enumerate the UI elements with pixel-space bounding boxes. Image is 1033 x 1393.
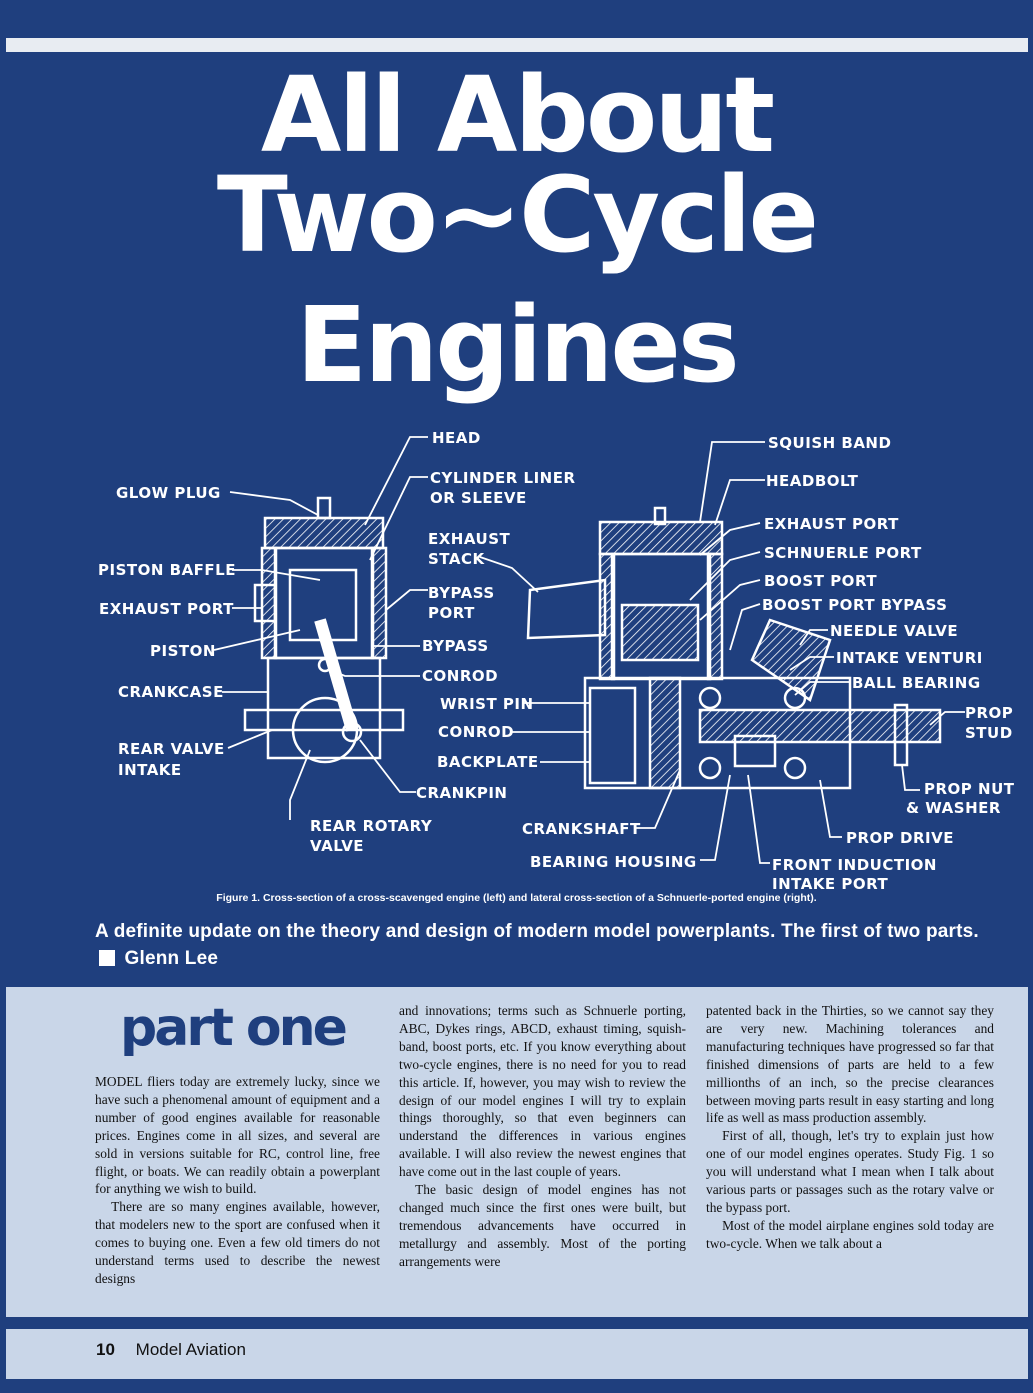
article-column-1 (95, 1073, 380, 1288)
label-front-induction: FRONT INDUCTION (772, 856, 937, 874)
paragraph: patented back in the Thirties, so we cannot say they are very new. Machining tolerances and manufacturing techniques have progressed so far that finished dimensions of parts are held to a few millionths of an inch, so the precise clearances between moving parts result in easy starting and long life as well as mass production assembly. (706, 1003, 994, 1126)
label-intake-venturi: INTAKE VENTURI (836, 649, 983, 667)
label-conrod-left: CONROD (422, 667, 499, 685)
paragraph: MODEL fliers today are extremely lucky, since we have such a phenomenal amount of equipment and a number of good engines available for reasonable prices. Engines come in all sizes, and several are sold in versions suitable for RC, control line, free flight, or boats. We can readily obtain a powerplant for anything we wish to build. (95, 1074, 380, 1197)
cross-scavenged-engine-drawing (245, 498, 403, 762)
engine-cross-section-diagram (0, 420, 1033, 900)
label-boost-port: BOOST PORT (764, 572, 878, 590)
paragraph: The basic design of model engines has not changed much since the first ones were built, but tremendous advancements have occurred in metallurgy and assembly. Most of the porting arrangements were (399, 1182, 686, 1269)
label-conrod-right: CONROD (438, 723, 515, 741)
figure-caption: Figure 1. Cross-section of a cross-scavenged engine (left) and lateral cross-section of a Schnuerle-ported engine (right). (216, 892, 817, 904)
label-piston: PISTON (150, 642, 216, 660)
label-rear-valve-intake: REAR VALVE (118, 740, 225, 758)
label-schnuerle-port: SCHNUERLE PORT (764, 544, 922, 562)
label-rear-valve-intake-2: INTAKE (118, 761, 182, 779)
deck-text: A definite update on the theory and design of modern model powerplants. The first of two parts. (95, 921, 979, 942)
label-head: HEAD (432, 429, 481, 447)
label-glow-plug: GLOW PLUG (116, 484, 221, 502)
title-line-1: All About (260, 54, 773, 176)
label-ball-bearing: BALL BEARING (852, 674, 981, 692)
label-bearing-housing: BEARING HOUSING (530, 853, 697, 871)
article-deck (95, 918, 1005, 972)
paragraph: Most of the model airplane engines sold today are two-cycle. When we talk about a (706, 1217, 994, 1251)
label-bypass: BYPASS (422, 637, 489, 655)
label-bypass-port-2: PORT (428, 604, 475, 622)
label-wrist-pin: WRIST PIN (440, 695, 534, 713)
label-backplate: BACKPLATE (437, 753, 539, 771)
article-column-2 (399, 1002, 686, 1271)
label-prop-nut-2: & WASHER (906, 799, 1001, 817)
title-line-2: Two~Cycle (216, 154, 817, 276)
label-exhaust-port-left: EXHAUST PORT (99, 600, 234, 618)
label-crankpin: CRANKPIN (416, 784, 508, 802)
top-strip (6, 38, 1028, 52)
deck-author: Glenn Lee (124, 948, 219, 969)
label-rear-rotary-valve-2: VALVE (310, 837, 365, 855)
label-needle-valve: NEEDLE VALVE (830, 622, 959, 640)
title-line-3: Engines (296, 284, 737, 406)
label-crankcase: CRANKCASE (118, 683, 224, 701)
label-cylinder-liner-2: OR SLEEVE (430, 489, 527, 507)
label-front-induction-2: INTAKE PORT (772, 875, 889, 893)
page-footer (96, 1340, 246, 1360)
label-piston-baffle: PISTON BAFFLE (98, 561, 236, 579)
part-one-heading: part one (120, 998, 345, 1058)
label-exhaust-stack: EXHAUST (428, 530, 511, 548)
page-number: 10 (96, 1340, 115, 1359)
bullet-square-icon (99, 950, 115, 966)
paragraph: First of all, though, let's try to explain just how one of our model engines operates. Study Fig. 1 so you will understand what I mean when I talk about various parts or passages such as the rotary valve or the bypass port. (706, 1128, 994, 1215)
paragraph: There are so many engines available, however, that modelers new to the sport are confused when it comes to buying one. Even a few old timers do not understand terms used to describe the newest designs (95, 1199, 380, 1286)
label-prop-drive: PROP DRIVE (846, 829, 954, 847)
label-bypass-port: BYPASS (428, 584, 495, 602)
label-cylinder-liner: CYLINDER LINER (430, 469, 576, 487)
label-squish-band: SQUISH BAND (768, 434, 892, 452)
label-prop-stud-2: STUD (965, 724, 1013, 742)
bottom-strip (6, 1317, 1028, 1329)
label-crankshaft: CRANKSHAFT (522, 820, 641, 838)
label-exhaust-port-right: EXHAUST PORT (764, 515, 899, 533)
label-rear-rotary-valve: REAR ROTARY (310, 817, 433, 835)
label-boost-port-bypass: BOOST PORT BYPASS (762, 596, 948, 614)
label-prop-stud: PROP (965, 704, 1014, 722)
label-prop-nut: PROP NUT (924, 780, 1015, 798)
label-headbolt: HEADBOLT (766, 472, 859, 490)
article-column-3 (706, 1002, 994, 1253)
paragraph: and innovations; terms such as Schnuerle porting, ABC, Dykes rings, ABCD, exhaust timing, squish-band, boost ports, etc. If you know everything about two-cycle engines, there is no need for you to read this article. If, however, you may wish to review the design of our model engines I will try to explain things thoroughly, so that even beginners can understand the differences in various engines available. I will also review the newest engines that have come out in the last couple of years. (399, 1003, 686, 1180)
magazine-name: Model Aviation (135, 1340, 246, 1359)
label-exhaust-stack-2: STACK (428, 550, 485, 568)
